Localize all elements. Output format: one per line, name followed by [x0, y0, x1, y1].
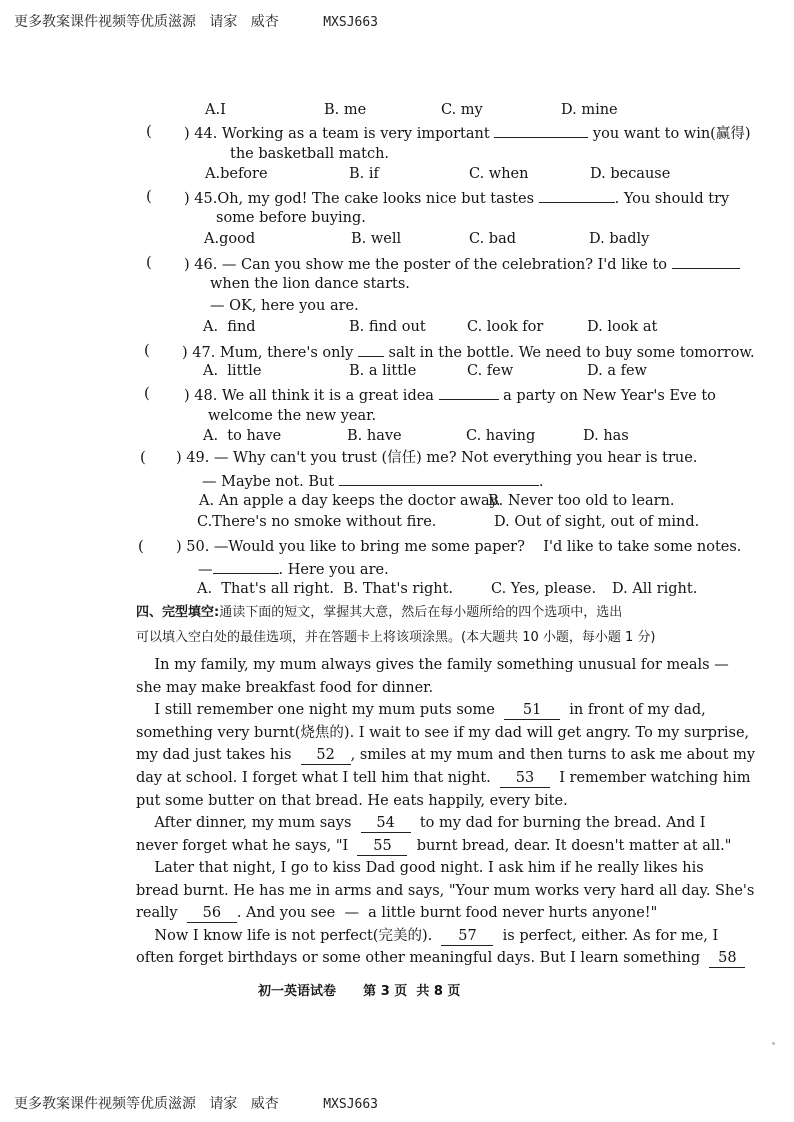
option-b: B. find out [349, 319, 426, 335]
watermark-code: MXSJ663 [323, 1097, 379, 1112]
option-d: D. mine [561, 102, 618, 118]
passage-text: I remember watching him [559, 770, 751, 786]
option-b: B. if [349, 166, 379, 182]
passage-line [136, 701, 706, 720]
option-c: C. few [467, 363, 514, 379]
stem-text: ) 48. We all think it is a great idea [184, 388, 434, 404]
stem-text: ) 47. Mum, there's only [182, 345, 354, 361]
option-d: D. Out of sight, out of mind. [494, 514, 700, 530]
passage-line [136, 837, 731, 856]
option-c: C. look for [467, 319, 544, 335]
passage-text: I still remember one night my mum puts some [136, 702, 495, 718]
option-a: A. to have [203, 428, 282, 444]
dialogue-reply: — OK, here you are. [210, 298, 359, 314]
answer-blank[interactable] [439, 385, 499, 400]
question-stem: ) 49. — Why can't you trust (信任) me? Not everything you hear is true. [176, 450, 698, 466]
dialogue-reply [202, 471, 543, 491]
watermark-text: 更多教案课件视频等优质滋源 请家 威杏 [14, 1096, 279, 1112]
answer-bracket[interactable]: ( [146, 253, 152, 271]
option-a: A.I [205, 102, 226, 118]
stem-text: salt in the bottle. We need to buy some tomorrow. [388, 345, 755, 361]
blank-56[interactable]: 56 [187, 904, 237, 923]
blank-54[interactable]: 54 [361, 814, 411, 833]
option-b: B. well [351, 231, 402, 247]
watermark-footer [14, 1093, 378, 1113]
stem-text: — Maybe not. But [202, 474, 335, 490]
option-b: B. That's right. [343, 581, 454, 597]
dialogue-reply [198, 559, 389, 579]
watermark-header [14, 11, 378, 31]
watermark-code: MXSJ663 [323, 15, 379, 30]
stem-continuation: some before buying. [216, 210, 366, 226]
passage-text: in front of my dad, [569, 702, 706, 718]
option-a: A. An apple a day keeps the doctor away. [199, 493, 501, 509]
passage-text: day at school. I forget what I tell him that night. [136, 770, 491, 786]
answer-blank[interactable] [339, 471, 539, 486]
question-stem [184, 123, 751, 143]
passage-text: , smiles at my mum and then turns to ask me about my [350, 747, 756, 763]
passage-line: bread burnt. He has me in arms and says, "Your mum works very hard all day. She's [136, 883, 755, 899]
option-c: C. Yes, please. [491, 581, 597, 597]
answer-blank[interactable] [358, 342, 384, 357]
question-stem [184, 188, 729, 208]
option-a: A. That's all right. [197, 581, 334, 597]
option-d: D. look at [587, 319, 658, 335]
answer-bracket[interactable]: ( [144, 341, 150, 359]
question-stem [184, 385, 716, 405]
page-number: 第 3 页 共 8 页 [363, 984, 461, 999]
option-b: B. have [347, 428, 402, 444]
option-c: C. having [466, 428, 536, 444]
section-instruction: 可以填入空白处的最佳选项，并在答题卡上将该项涂黑。(本大题共 10 小题，每小题 1 分) [136, 630, 656, 645]
exam-subject: 初一英语试卷 [258, 984, 337, 999]
answer-bracket[interactable]: ( [146, 122, 152, 140]
answer-bracket[interactable]: ( [146, 187, 152, 205]
passage-line [136, 769, 750, 788]
scan-speck [772, 1042, 775, 1045]
passage-line: put some butter on that bread. He eats happily, every bite. [136, 793, 568, 809]
passage-text: to my dad for burning the bread. And I [419, 815, 706, 831]
passage-line: she may make breakfast food for dinner. [136, 680, 434, 696]
option-a: A.good [204, 231, 256, 247]
passage-line: something very burnt(烧焦的). I wait to see if my dad will get angry. To my surprise, [136, 725, 750, 741]
answer-blank[interactable] [672, 254, 740, 269]
passage-text: really [136, 905, 178, 921]
stem-text: ) 46. — Can you show me the poster of the celebration? I'd like to [184, 257, 667, 273]
passage-text: is perfect, either. As for me, I [502, 928, 719, 944]
passage-line [136, 949, 745, 968]
passage-line [136, 814, 706, 833]
passage-text: never forget what he says, "I [136, 838, 349, 854]
option-d: D. badly [589, 231, 650, 247]
option-d: D. has [583, 428, 629, 444]
blank-57[interactable]: 57 [441, 927, 493, 946]
blank-53[interactable]: 53 [500, 769, 550, 788]
passage-line [136, 927, 718, 946]
blank-58[interactable]: 58 [709, 949, 745, 968]
instruction-text: 通读下面的短文，掌握其大意，然后在每小题所给的四个选项中，选出 [219, 605, 623, 620]
answer-blank[interactable] [213, 559, 279, 574]
option-c: C. my [441, 102, 483, 118]
answer-bracket[interactable]: ( [138, 537, 144, 555]
option-a: A.before [205, 166, 268, 182]
passage-line: Later that night, I go to kiss Dad good night. I ask him if he really likes his [136, 860, 704, 876]
page-footer [258, 980, 460, 999]
passage-text: . And you see — a little burnt food never hurts anyone!" [236, 905, 658, 921]
passage-line [136, 904, 657, 923]
question-stem [184, 254, 740, 274]
option-d: D. All right. [612, 581, 698, 597]
stem-text: ) 44. Working as a team is very important [184, 126, 490, 142]
passage-text: often forget birthdays or some other meaningful days. But I learn something [136, 950, 701, 966]
watermark-text: 更多教案课件视频等优质滋源 请家 威杏 [14, 14, 279, 30]
section-title: 四、完型填空: [136, 605, 220, 620]
stem-text: you want to win(赢得) [592, 126, 751, 142]
stem-continuation: welcome the new year. [208, 408, 377, 424]
question-stem: ) 50. —Would you like to bring me some paper? I'd like to take some notes. [176, 539, 742, 555]
stem-text: — [198, 562, 213, 578]
option-d: D. a few [587, 363, 647, 379]
passage-text: burnt bread, dear. It doesn't matter at all." [416, 838, 732, 854]
option-b: B. Never too old to learn. [488, 493, 675, 509]
answer-blank[interactable] [494, 123, 588, 138]
option-c: C. bad [469, 231, 517, 247]
passage-text: my dad just takes his [136, 747, 292, 763]
stem-text: . You should try [614, 191, 730, 207]
option-d: D. because [590, 166, 671, 182]
option-a: A. find [203, 319, 256, 335]
answer-bracket[interactable]: ( [140, 448, 146, 466]
passage-line: In my family, my mum always gives the family something unusual for meals — [136, 657, 729, 673]
stem-text: ) 45.Oh, my god! The cake looks nice but tastes [184, 191, 535, 207]
question-stem [182, 342, 755, 362]
stem-text: . [538, 474, 544, 490]
option-b: B. me [324, 102, 367, 118]
answer-bracket[interactable]: ( [144, 384, 150, 402]
stem-continuation: when the lion dance starts. [210, 276, 410, 292]
blank-51[interactable]: 51 [504, 701, 560, 720]
blank-55[interactable]: 55 [357, 837, 407, 856]
passage-line [136, 746, 755, 765]
blank-52[interactable]: 52 [301, 746, 351, 765]
passage-text: Now I know life is not perfect(完美的). [136, 928, 433, 944]
option-c: C.There's no smoke without fire. [197, 514, 437, 530]
stem-text: a party on New Year's Eve to [503, 388, 716, 404]
passage-text: After dinner, my mum says [136, 815, 352, 831]
option-c: C. when [469, 166, 529, 182]
stem-text: . Here you are. [278, 562, 389, 578]
option-a: A. little [203, 363, 262, 379]
option-b: B. a little [349, 363, 417, 379]
answer-blank[interactable] [539, 188, 615, 203]
section-instruction [136, 604, 622, 622]
stem-continuation: the basketball match. [230, 146, 390, 162]
